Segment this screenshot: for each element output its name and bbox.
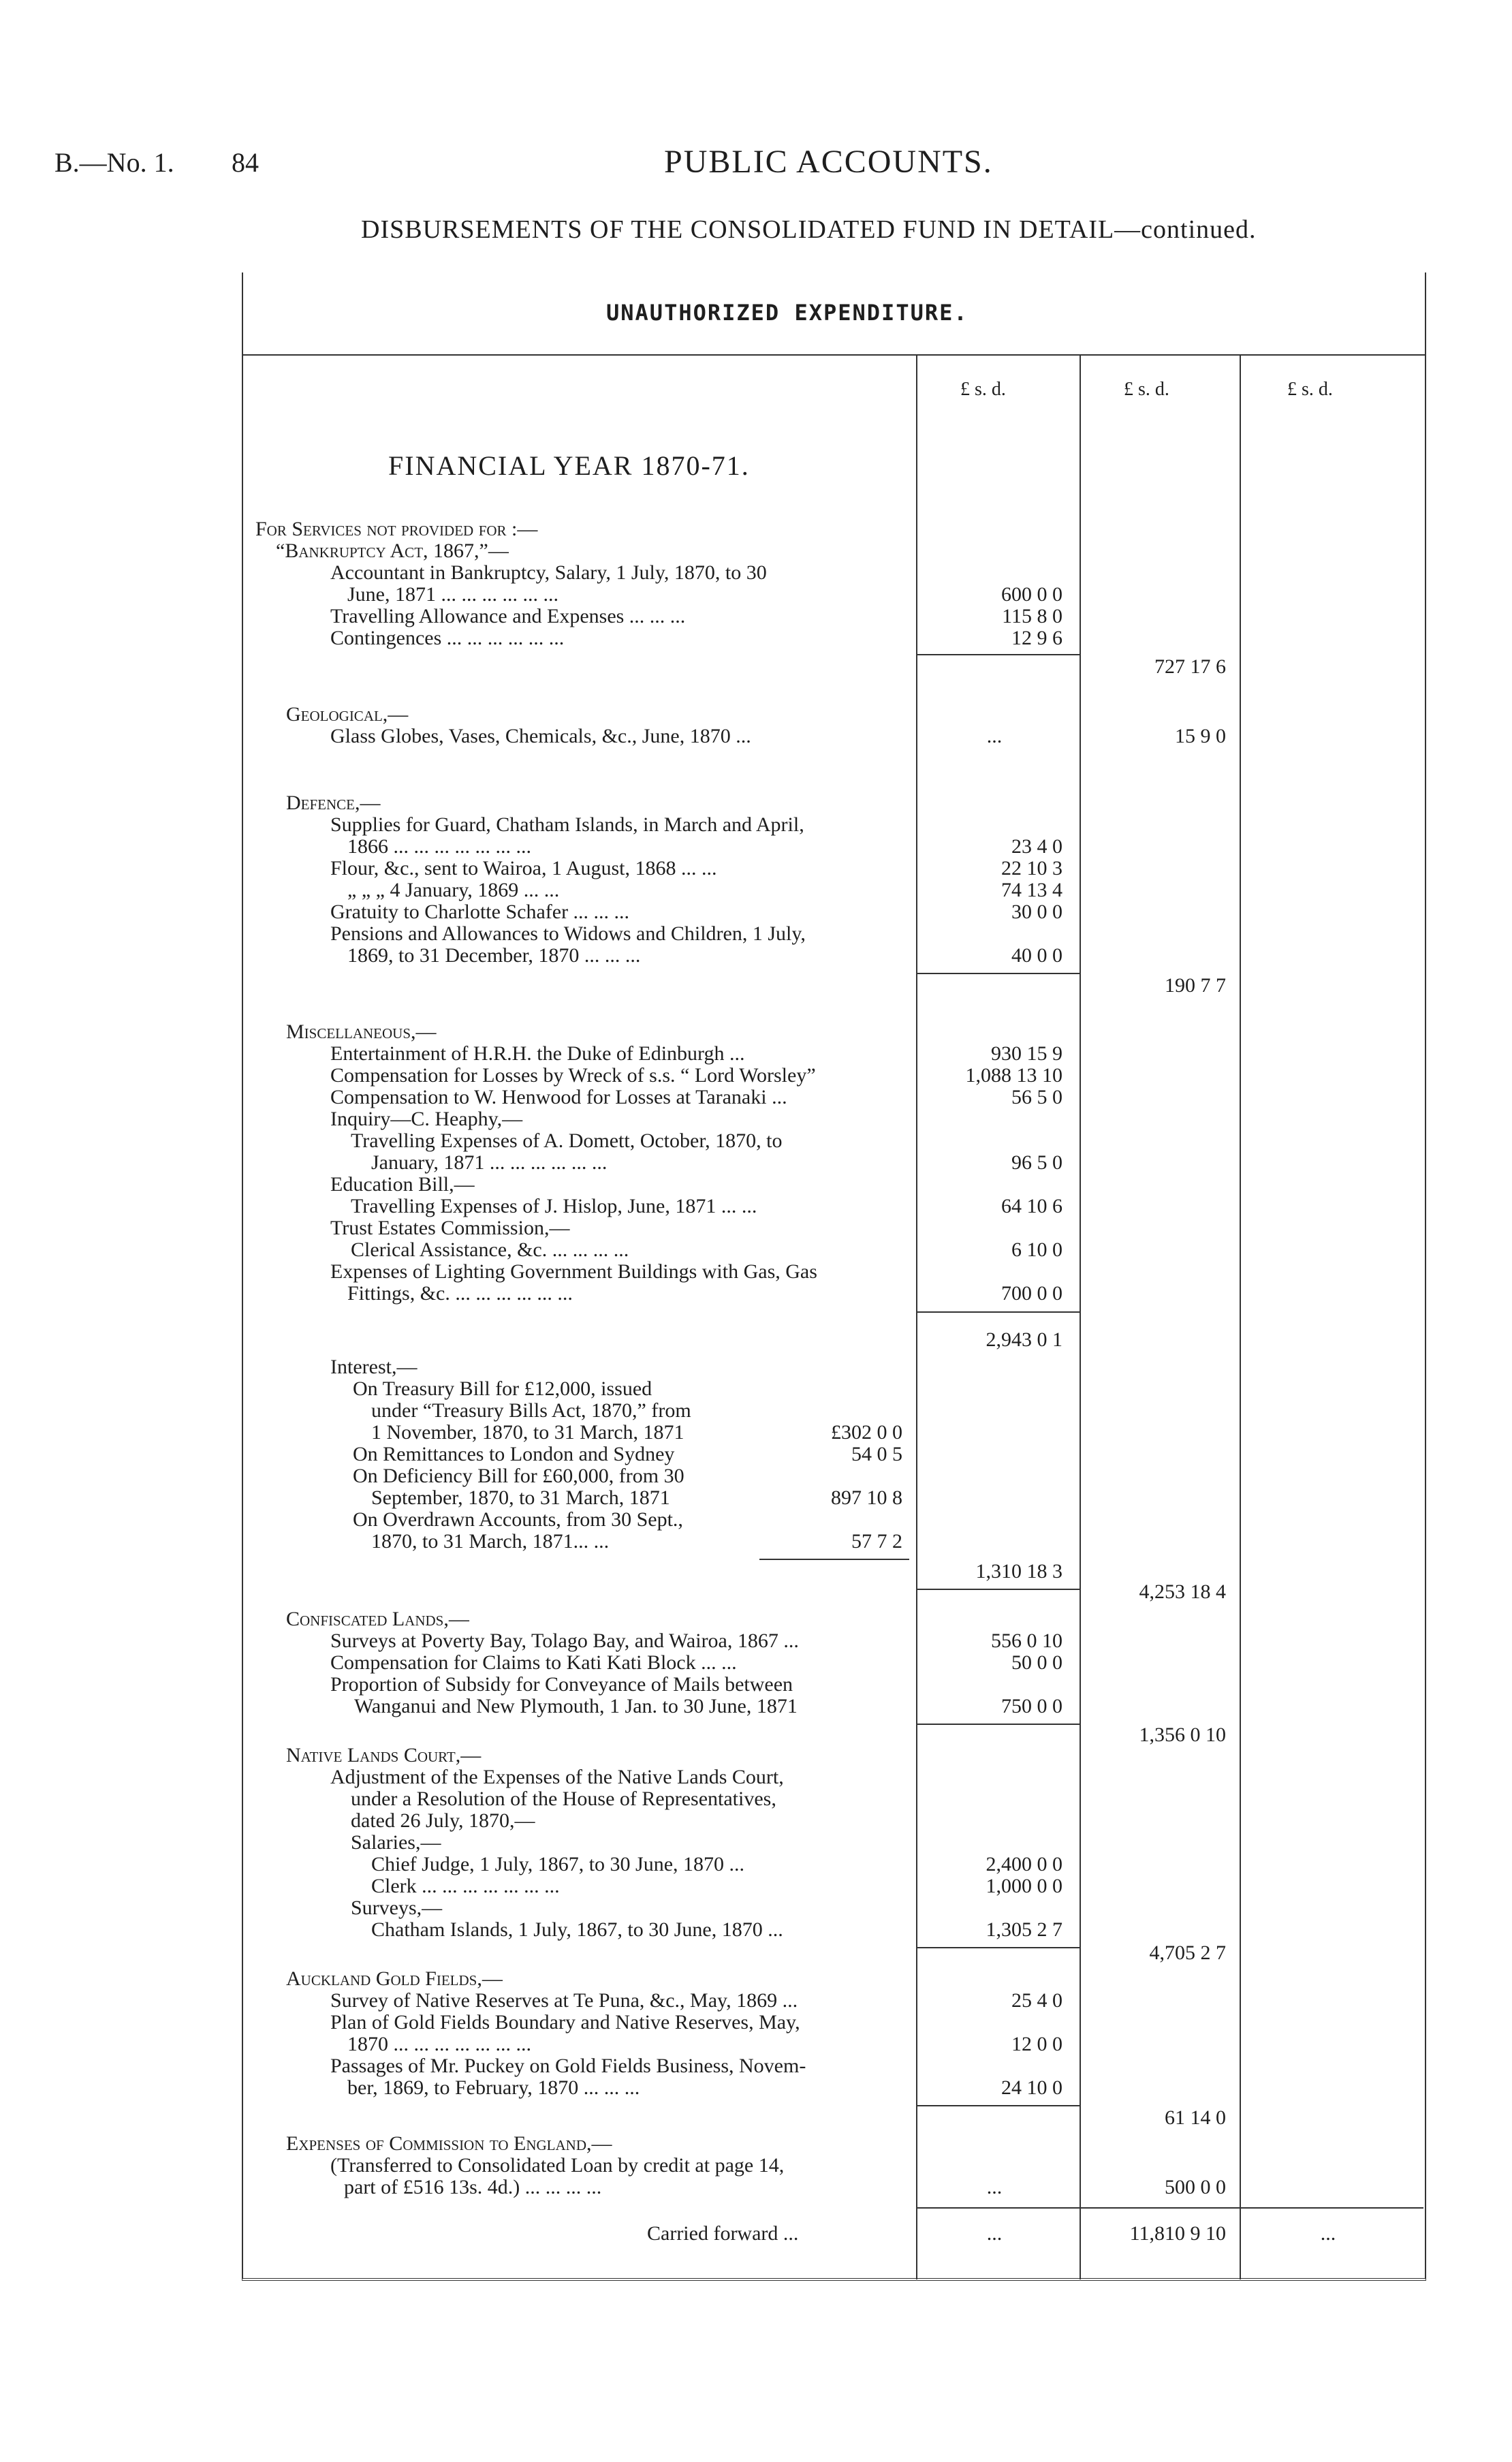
line-item: Compensation for Losses by Wreck of s.s. “ Lord Worsley” <box>330 1064 816 1087</box>
line-item: Expenses of Lighting Government Buildings with Gas, Gas <box>330 1260 817 1283</box>
carried-forward-col1: ... <box>986 2222 1003 2245</box>
line-item: part of £516 13s. 4d.) ... ... ... ... <box>344 2176 602 2198</box>
column-head-1: £ s. d. <box>960 379 1006 400</box>
interest-amount: 897 10 8 <box>831 1486 902 1509</box>
column-head-3: £ s. d. <box>1287 379 1333 400</box>
section-title-services: For Services not provided for :— <box>255 518 538 540</box>
section-total: 190 7 7 <box>1165 974 1226 997</box>
section-title-commission: Expenses of Commission to England,— <box>286 2132 612 2155</box>
interest-line: 1870, to 31 March, 1871... ... <box>371 1530 610 1553</box>
line-item: Wanganui and New Plymouth, 1 Jan. to 30 June, 1871 <box>354 1695 798 1717</box>
section-total: 61 14 0 <box>1165 2106 1226 2129</box>
section-title-native-lands-court: Native Lands Court,— <box>286 1744 482 1766</box>
line-item: Salaries,— <box>351 1831 441 1854</box>
amount: 12 9 6 <box>1011 627 1062 649</box>
amount: 12 0 0 <box>1011 2033 1062 2055</box>
section-total: 4,253 18 4 <box>1139 1580 1226 1603</box>
amount: 56 5 0 <box>1011 1086 1062 1108</box>
interest-line: On Deficiency Bill for £60,000, from 30 <box>353 1465 684 1487</box>
line-item: Flour, &c., sent to Wairoa, 1 August, 1868 ... ... <box>330 857 717 879</box>
line-item: dated 26 July, 1870,— <box>351 1809 535 1832</box>
line-item: Supplies for Guard, Chatham Islands, in March and April, <box>330 813 804 836</box>
column-head-2: £ s. d. <box>1124 379 1169 400</box>
amount: ... <box>986 2176 1003 2198</box>
carried-forward-total: 11,810 9 10 <box>1129 2222 1226 2245</box>
subtotal: 2,943 0 1 <box>986 1328 1062 1351</box>
section-total: 4,705 2 7 <box>1149 1942 1226 1964</box>
line-item: Travelling Expenses of A. Domett, October, 1870, to <box>351 1129 783 1152</box>
amount: 556 0 10 <box>991 1630 1062 1652</box>
amount: 1,088 13 10 <box>965 1064 1062 1087</box>
subtotal-rule <box>916 1589 1080 1590</box>
line-item: Proportion of Subsidy for Conveyance of Mails between <box>330 1673 793 1696</box>
section-title-auckland-gold-fields: Auckland Gold Fields,— <box>286 1967 503 1990</box>
amount: 50 0 0 <box>1011 1651 1062 1674</box>
line-item: Travelling Allowance and Expenses ... ... ... <box>330 605 686 627</box>
interest-amount: £302 0 0 <box>831 1421 902 1444</box>
amount: 74 13 4 <box>1001 879 1062 901</box>
line-item: Passages of Mr. Puckey on Gold Fields Business, Novem- <box>330 2055 806 2077</box>
section-total: 1,356 0 10 <box>1139 1724 1226 1746</box>
line-item: Pensions and Allowances to Widows and Children, 1 July, <box>330 922 806 945</box>
line-item: Entertainment of H.R.H. the Duke of Edinburgh ... <box>330 1042 745 1065</box>
amount: 25 4 0 <box>1011 1989 1062 2012</box>
line-item: 1870 ... ... ... ... ... ... ... <box>347 2033 531 2055</box>
amount: 600 0 0 <box>1001 583 1062 606</box>
interest-heading: Interest,— <box>330 1356 418 1378</box>
section-total: 500 0 0 <box>1165 2176 1226 2198</box>
line-item: January, 1871 ... ... ... ... ... ... <box>371 1151 608 1174</box>
line-item: Survey of Native Reserves at Te Puna, &c., May, 1869 ... <box>330 1989 798 2012</box>
amount: 23 4 0 <box>1011 835 1062 858</box>
subtotal-rule <box>916 2105 1080 2106</box>
table-heading: UNAUTHORIZED EXPENDITURE. <box>606 300 968 326</box>
carried-forward-rule <box>916 2207 1423 2209</box>
line-item: 1869, to 31 December, 1870 ... ... ... <box>347 944 641 967</box>
carried-forward-col3: ... <box>1320 2222 1336 2245</box>
line-item: Clerical Assistance, &c. ... ... ... ... <box>351 1238 629 1261</box>
line-item: ber, 1869, to February, 1870 ... ... ... <box>347 2076 640 2099</box>
interest-amount: 54 0 5 <box>851 1443 902 1465</box>
line-item: Education Bill,— <box>330 1173 475 1196</box>
column-divider-3 <box>1240 354 1241 2279</box>
section-title-confiscated-lands: Confiscated Lands,— <box>286 1608 469 1630</box>
amount: 22 10 3 <box>1001 857 1062 879</box>
interest-line: September, 1870, to 31 March, 1871 <box>371 1486 670 1509</box>
amount: 1,305 2 7 <box>986 1918 1062 1941</box>
column-divider-2 <box>1080 354 1081 2279</box>
line-item: (Transferred to Consolidated Loan by credit at page 14, <box>330 2154 785 2177</box>
line-item: Accountant in Bankruptcy, Salary, 1 July, 1870, to 30 <box>330 561 767 584</box>
line-item: „ „ „ 4 January, 1869 ... ... <box>347 879 560 901</box>
line-item: Compensation to W. Henwood for Losses at Taranaki ... <box>330 1086 787 1108</box>
amount: 1,000 0 0 <box>986 1875 1062 1897</box>
subtotal-rule <box>916 973 1080 974</box>
amount: 96 5 0 <box>1011 1151 1062 1174</box>
interest-line: under “Treasury Bills Act, 1870,” from <box>371 1399 691 1422</box>
line-item: Adjustment of the Expenses of the Native Lands Court, <box>330 1766 784 1788</box>
section-title-geological: Geological,— <box>286 703 409 726</box>
line-item: Surveys,— <box>351 1897 443 1919</box>
amount: 2,400 0 0 <box>986 1853 1062 1875</box>
amount: ... <box>986 725 1003 747</box>
amount: 115 8 0 <box>1002 605 1062 627</box>
line-item: June, 1871 ... ... ... ... ... ... <box>347 583 558 606</box>
carried-forward-label: Carried forward ... <box>647 2222 799 2245</box>
line-item: Gratuity to Charlotte Schafer ... ... ... <box>330 901 630 923</box>
subtotal-rule <box>916 1724 1080 1725</box>
page-number: 84 <box>232 147 259 178</box>
interest-total: 1,310 18 3 <box>975 1560 1062 1583</box>
interest-line: On Overdrawn Accounts, from 30 Sept., <box>353 1508 683 1531</box>
line-item: Clerk ... ... ... ... ... ... ... <box>371 1875 560 1897</box>
line-item: Travelling Expenses of J. Hislop, June, 1871 ... ... <box>351 1195 757 1217</box>
line-item: Plan of Gold Fields Boundary and Native Reserves, May, <box>330 2011 800 2034</box>
section-title-defence: Defence,— <box>286 792 381 814</box>
subtotal-rule <box>916 654 1080 655</box>
line-item: 1866 ... ... ... ... ... ... ... <box>347 835 531 858</box>
amount: 930 15 9 <box>991 1042 1062 1065</box>
line-item: Fittings, &c. ... ... ... ... ... ... <box>347 1282 573 1305</box>
interest-line: On Treasury Bill for £12,000, issued <box>353 1377 652 1400</box>
line-item: Trust Estates Commission,— <box>330 1217 570 1239</box>
heading-rule <box>242 354 1425 356</box>
subtotal-rule <box>916 1311 1080 1313</box>
line-item: under a Resolution of the House of Representatives, <box>351 1788 776 1810</box>
line-item: Contingences ... ... ... ... ... ... <box>330 627 565 649</box>
interest-line: 1 November, 1870, to 31 March, 1871 <box>371 1421 684 1444</box>
line-item: Compensation for Claims to Kati Kati Block ... ... <box>330 1651 737 1674</box>
subtotal-rule <box>916 1947 1080 1948</box>
amount: 40 0 0 <box>1011 944 1062 967</box>
page-subtitle: DISBURSEMENTS OF THE CONSOLIDATED FUND IN DETAIL—continued. <box>361 215 1257 244</box>
amount: 24 10 0 <box>1001 2076 1062 2099</box>
line-item: Glass Globes, Vases, Chemicals, &c., June, 1870 ... <box>330 725 751 747</box>
line-item: Chatham Islands, 1 July, 1867, to 30 June, 1870 ... <box>371 1918 783 1941</box>
line-item: Surveys at Poverty Bay, Tolago Bay, and Wairoa, 1867 ... <box>330 1630 799 1652</box>
amount: 64 10 6 <box>1001 1195 1062 1217</box>
section-title-miscellaneous: Miscellaneous,— <box>286 1020 437 1043</box>
section-total: 15 9 0 <box>1175 725 1226 747</box>
amount: 6 10 0 <box>1011 1238 1062 1261</box>
interest-rule <box>759 1559 909 1560</box>
line-item: Chief Judge, 1 July, 1867, to 30 June, 1870 ... <box>371 1853 745 1875</box>
line-item: Inquiry—C. Heaphy,— <box>330 1108 523 1130</box>
interest-amount: 57 7 2 <box>851 1530 902 1553</box>
amount: 30 0 0 <box>1011 901 1062 923</box>
document-reference: B.—No. 1. <box>54 147 174 178</box>
interest-line: On Remittances to London and Sydney <box>353 1443 675 1465</box>
financial-year-heading: FINANCIAL YEAR 1870-71. <box>388 450 750 481</box>
section-total: 727 17 6 <box>1154 655 1226 678</box>
amount: 700 0 0 <box>1001 1282 1062 1305</box>
section-sub-bankruptcy: “Bankruptcy Act, 1867,”— <box>276 540 509 562</box>
amount: 750 0 0 <box>1001 1695 1062 1717</box>
page-title: PUBLIC ACCOUNTS. <box>664 144 993 180</box>
